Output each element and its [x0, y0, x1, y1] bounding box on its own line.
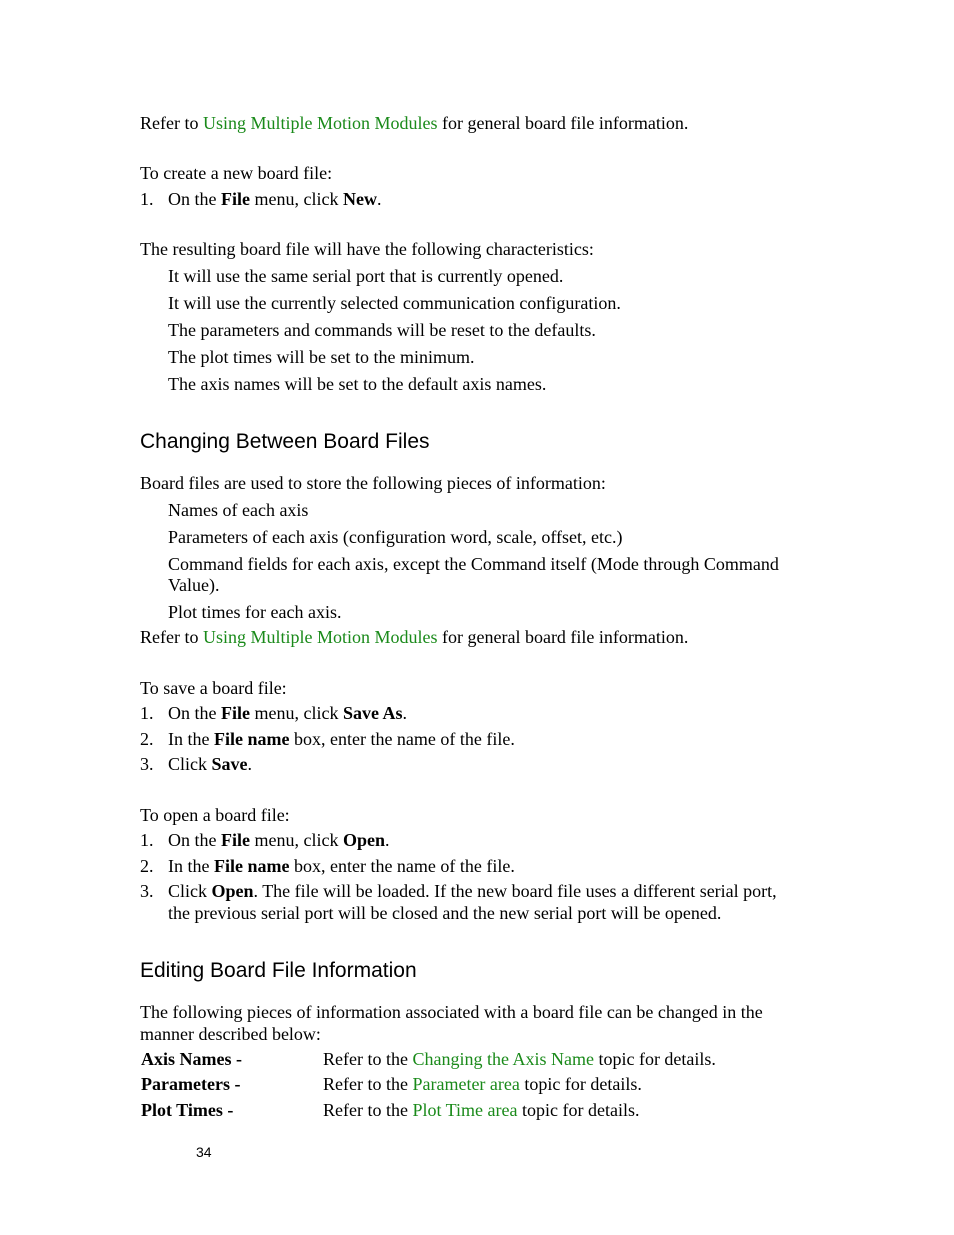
step-text: box, enter the name of the file. [289, 729, 515, 749]
definition-text: Refer to the [323, 1049, 413, 1069]
definition-text: Refer to the [323, 1100, 413, 1120]
step-text: On the [168, 189, 221, 209]
step-bold: Open [342, 830, 385, 850]
step-bold: New [342, 189, 377, 209]
refer-text-before: Refer to [140, 627, 203, 647]
info-item: Parameters of each axis (configuration word, scale, offset, etc.) [168, 527, 623, 547]
definition-link[interactable]: Changing the Axis Name [412, 1049, 594, 1069]
open-lead: To open a board file: [140, 805, 290, 825]
step-bold: File [221, 703, 250, 723]
save-lead: To save a board file: [140, 678, 287, 698]
step-number: 1. [140, 189, 154, 209]
refer-text-after: for general board file information. [437, 627, 689, 647]
definition-text: topic for details. [593, 1049, 716, 1069]
step-bold: Save [211, 754, 248, 774]
definition-text: Refer to the [323, 1074, 413, 1094]
characteristic-item: It will use the currently selected communication configuration. [168, 293, 621, 313]
section1-refer [140, 626, 688, 648]
step-text: On the [168, 703, 221, 723]
definition-link[interactable]: Plot Time area [412, 1100, 518, 1120]
characteristic-item: The plot times will be set to the minimum. [168, 347, 475, 367]
info-item: Value). [168, 575, 220, 595]
step-text: Click [168, 881, 212, 901]
characteristics-lead: The resulting board file will have the following characteristics: [140, 239, 594, 259]
refer-link[interactable]: Using Multiple Motion Modules [202, 627, 438, 647]
step-text: . [385, 830, 390, 850]
step-bold: File [221, 830, 250, 850]
page-number: 34 [196, 1144, 212, 1160]
step-bold: File name [213, 856, 290, 876]
step-text: On the [168, 830, 221, 850]
info-item: Names of each axis [168, 500, 309, 520]
intro-paragraph [140, 112, 688, 134]
intro-text-before: Refer to [140, 113, 203, 133]
step-number: 3. [140, 881, 154, 901]
step-text: . [376, 189, 382, 209]
step-number: 3. [140, 754, 154, 774]
step-text: menu, click [250, 830, 343, 850]
step-text: In the [168, 729, 214, 749]
step-text: menu, click [250, 189, 343, 209]
intro-text-after: for general board file information. [437, 113, 689, 133]
step-number: 2. [140, 729, 154, 749]
step-text: box, enter the name of the file. [289, 856, 515, 876]
section-heading-changing-board-files: Changing Between Board Files [140, 430, 430, 453]
definition-term: Plot Times - [141, 1100, 234, 1120]
step-number: 1. [140, 830, 154, 850]
step-bold: Save As [342, 703, 403, 723]
definition-term: Parameters - [141, 1074, 241, 1094]
step-text: . [402, 703, 407, 723]
info-item: Command fields for each axis, except the Command itself (Mode through Command [168, 554, 779, 574]
intro-link[interactable]: Using Multiple Motion Modules [202, 113, 438, 133]
step-text: Click [168, 754, 212, 774]
step-bold: File [221, 189, 250, 209]
step-text: menu, click [250, 703, 343, 723]
info-item: Plot times for each axis. [168, 602, 342, 622]
step-text: . [247, 754, 252, 774]
definition-link[interactable]: Parameter area [412, 1074, 520, 1094]
characteristic-item: The parameters and commands will be reset to the defaults. [168, 320, 596, 340]
definition-term: Axis Names - [141, 1049, 242, 1069]
step-bold: File name [213, 729, 290, 749]
step-text: In the [168, 856, 214, 876]
section1-lead: Board files are used to store the following pieces of information: [140, 473, 606, 493]
characteristic-item: The axis names will be set to the default axis names. [168, 374, 547, 394]
step-bold: Open [211, 881, 254, 901]
definition-text: topic for details. [517, 1100, 640, 1120]
open-step-3-continued: the previous serial port will be closed and the new serial port will be opened. [168, 903, 722, 923]
characteristic-item: It will use the same serial port that is currently opened. [168, 266, 564, 286]
definition-text: topic for details. [519, 1074, 642, 1094]
step-number: 1. [140, 703, 154, 723]
create-lead: To create a new board file: [140, 163, 333, 183]
step-text: . The file will be loaded. If the new board file uses a different serial port, [253, 881, 777, 901]
section-heading-editing-board-file-info: Editing Board File Information [140, 959, 417, 982]
section2-lead-line2: manner described below: [140, 1024, 321, 1044]
step-number: 2. [140, 856, 154, 876]
section2-lead-line1: The following pieces of information associated with a board file can be changed in the [140, 1002, 763, 1022]
